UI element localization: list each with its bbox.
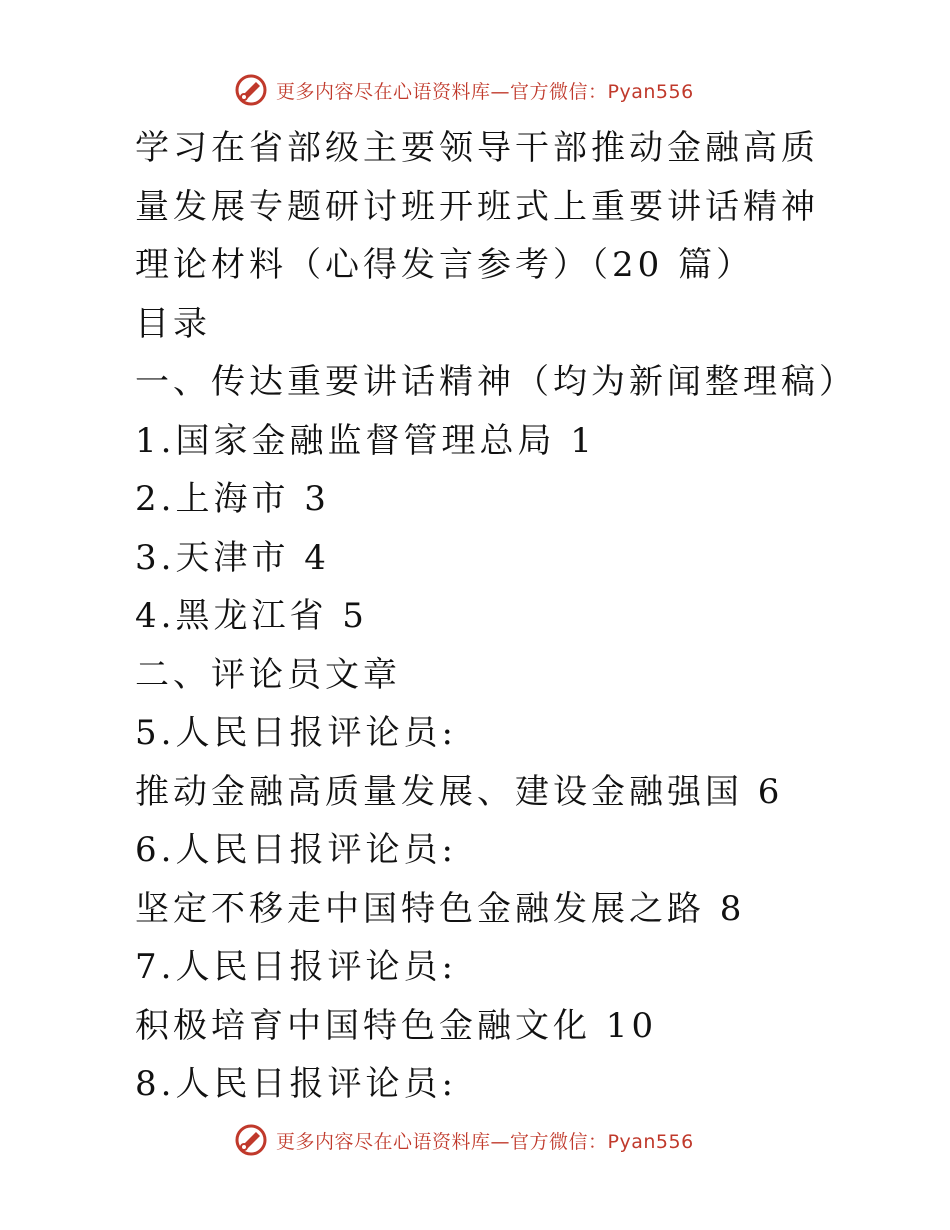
toc-section-1: 一、传达重要讲话精神（均为新闻整理稿） (135, 362, 857, 402)
title-line-3: 理论材料（心得发言参考）（20 篇） (135, 245, 755, 285)
toc-entry-6-author: 6.人民日报评论员: (135, 830, 457, 870)
document-body (135, 119, 915, 1114)
brush-logo-icon (234, 1123, 268, 1157)
footer-banner (234, 1120, 694, 1160)
toc-entry-5-title: 推动金融高质量发展、建设金融强国 6 (135, 771, 784, 812)
title-line-2: 量发展专题研讨班开班式上重要讲话精神 (135, 186, 819, 227)
header-banner (234, 70, 694, 110)
toc-entry-7-title: 积极培育中国特色金融文化 10 (135, 1005, 658, 1046)
toc-entry-2: 2.上海市 3 (135, 479, 330, 519)
toc-entry-3: 3.天津市 4 (135, 537, 330, 578)
toc-heading: 目录 (135, 303, 211, 344)
toc-entry-8-author: 8.人民日报评论员: (135, 1064, 457, 1104)
toc-entry-6-title: 坚定不移走中国特色金融发展之路 8 (135, 888, 746, 929)
title-line-1: 学习在省部级主要领导干部推动金融高质 (135, 128, 819, 168)
banner-text: 更多内容尽在心语资料库—官方微信：Pyan556 (276, 1130, 694, 1153)
toc-entry-4: 4.黑龙江省 5 (135, 596, 368, 636)
toc-entry-7-author: 7.人民日报评论员: (135, 947, 457, 987)
banner-text: 更多内容尽在心语资料库—官方微信：Pyan556 (276, 80, 694, 103)
toc-section-2: 二、评论员文章 (135, 654, 401, 695)
toc-entry-5-author: 5.人民日报评论员: (135, 713, 457, 753)
toc-entry-1: 1.国家金融监督管理总局 1 (135, 420, 596, 461)
brush-logo-icon (234, 73, 268, 107)
